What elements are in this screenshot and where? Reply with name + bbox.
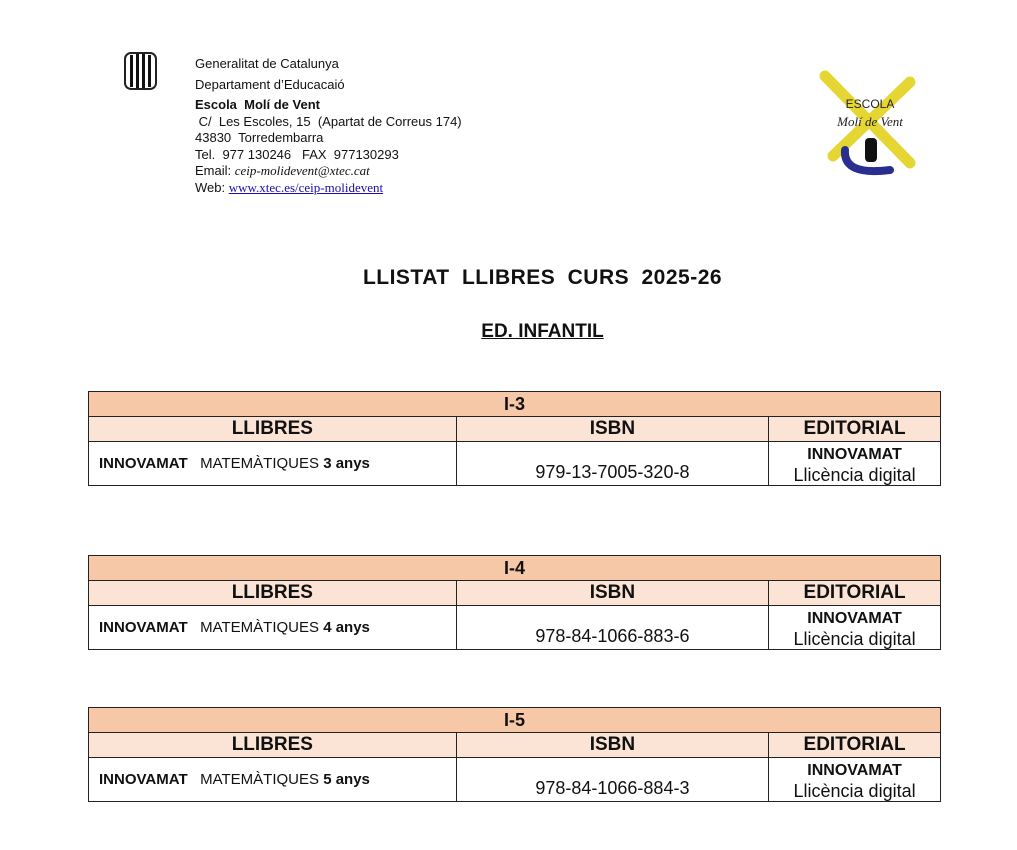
- publisher-name: INNOVAMAT: [807, 761, 902, 779]
- logo-text: ESCOLA: [845, 97, 895, 111]
- book-subject: MATEMÀTIQUES: [200, 771, 320, 788]
- col-header-publisher: EDITORIAL: [769, 417, 941, 442]
- book-cell: [89, 442, 457, 486]
- level-heading: I-3: [89, 392, 941, 417]
- table-row: [89, 758, 941, 802]
- level-heading: I-5: [89, 708, 941, 733]
- book-age: 5 anys: [323, 771, 370, 788]
- isbn-cell: 979-13-7005-320-8: [456, 442, 768, 486]
- page-title: LLISTAT LLIBRES CURS 2025-26: [362, 266, 723, 289]
- header-line: Generalitat de Catalunya: [195, 56, 339, 71]
- table-row: [89, 606, 941, 650]
- publisher-cell: [769, 758, 941, 802]
- email: ceip-molidevent@xtec.cat: [234, 163, 370, 178]
- publisher-cell: [769, 606, 941, 650]
- level-heading: I-4: [89, 556, 941, 581]
- book-age: 4 anys: [323, 619, 370, 636]
- school-header: [195, 56, 462, 196]
- license: Llicència digital: [793, 464, 916, 485]
- book-table: [88, 391, 941, 486]
- col-header-isbn: ISBN: [456, 581, 768, 606]
- col-header-books: LLIBRES: [89, 581, 457, 606]
- col-header-publisher: EDITORIAL: [769, 733, 941, 758]
- section-title: ED. INFANTIL: [481, 321, 604, 342]
- web-link[interactable]: www.xtec.es/ceip-molidevent: [228, 179, 384, 195]
- col-header-books: LLIBRES: [89, 417, 457, 442]
- book-cell: [89, 606, 457, 650]
- book-table: [88, 707, 941, 802]
- license: Llicència digital: [793, 628, 916, 649]
- col-header-books: LLIBRES: [89, 733, 457, 758]
- isbn-cell: 978-84-1066-884-3: [456, 758, 768, 802]
- web-label: Web:: [195, 179, 229, 195]
- school-name: Escola Molí de Vent: [195, 97, 320, 112]
- book-brand: INNOVAMAT: [99, 771, 188, 788]
- publisher-name: INNOVAMAT: [807, 445, 902, 463]
- city: 43830 Torredembarra: [195, 130, 324, 145]
- email-label: Email:: [195, 163, 235, 178]
- book-brand: INNOVAMAT: [99, 619, 188, 636]
- book-brand: INNOVAMAT: [99, 455, 188, 472]
- book-cell: [89, 758, 457, 802]
- table-row: [89, 442, 941, 486]
- license: Llicència digital: [793, 780, 916, 801]
- book-subject: MATEMÀTIQUES: [200, 455, 320, 472]
- isbn-cell: 978-84-1066-883-6: [456, 606, 768, 650]
- book-age: 3 anys: [323, 455, 370, 472]
- logo-text: Molí de Vent: [837, 114, 903, 129]
- generalitat-seal-icon: [124, 52, 157, 90]
- col-header-isbn: ISBN: [456, 417, 768, 442]
- address: C/ Les Escoles, 15 (Apartat de Correus 174): [195, 113, 462, 129]
- col-header-publisher: EDITORIAL: [769, 581, 941, 606]
- publisher-name: INNOVAMAT: [807, 609, 902, 627]
- header-line: Departament d’Educacaió: [195, 76, 345, 92]
- book-table: [88, 555, 941, 650]
- publisher-cell: [769, 442, 941, 486]
- school-logo: [815, 68, 925, 183]
- col-header-isbn: ISBN: [456, 733, 768, 758]
- book-subject: MATEMÀTIQUES: [200, 619, 320, 636]
- phone: Tel. 977 130246 FAX 977130293: [195, 146, 399, 162]
